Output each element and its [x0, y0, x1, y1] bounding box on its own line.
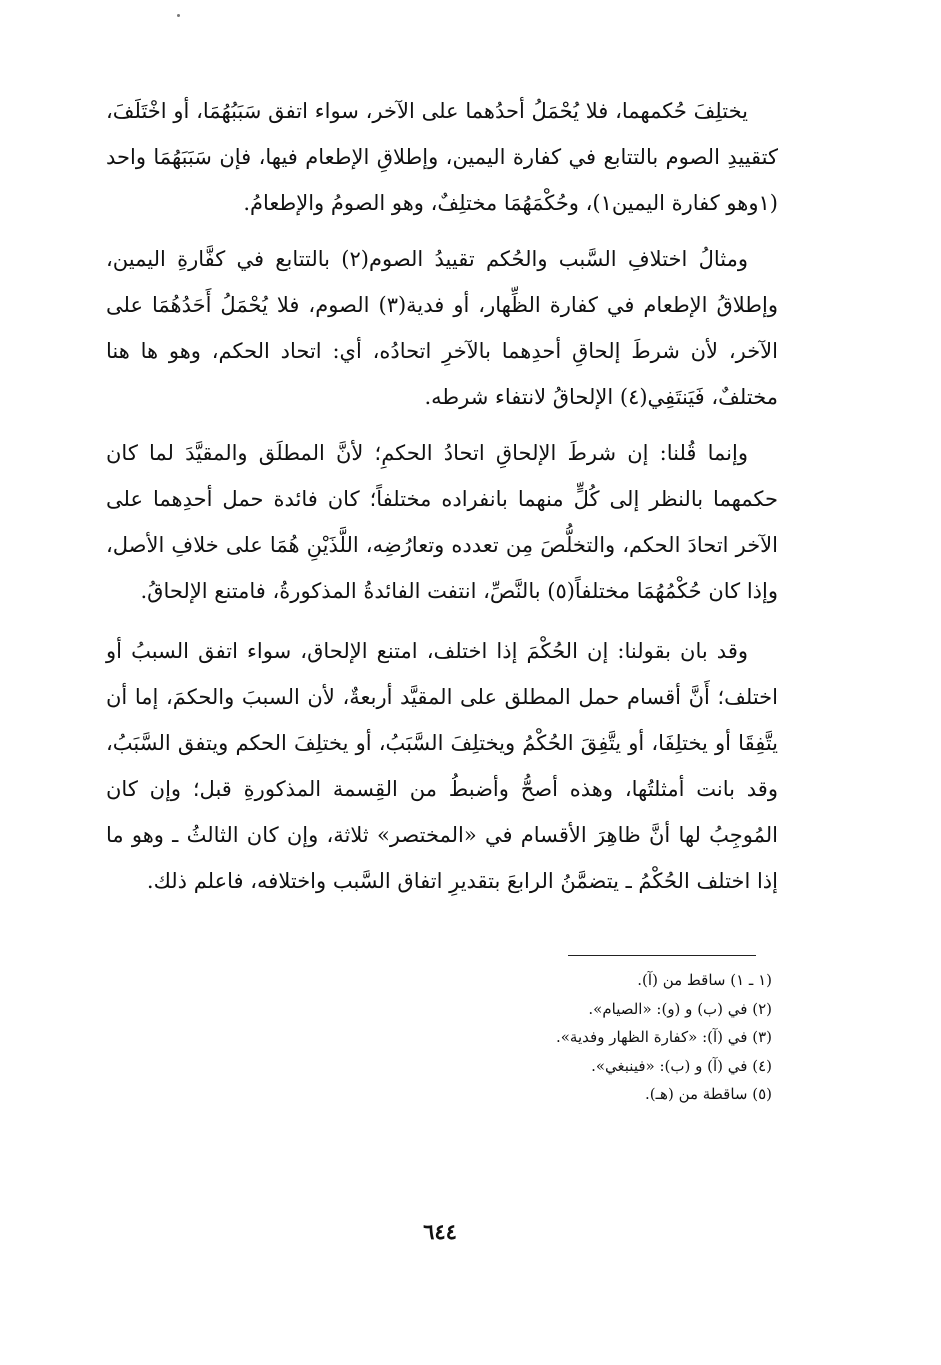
footnote-separator	[568, 955, 756, 956]
paragraph-3: وإنما قُلنا: إن شرطَ الإلحاقِ اتحادُ الحكمِ؛ لأنَّ المطلَق والمقيَّدَ لما كان حكمهما بالنظر إلى كُلٍّ منهما بانفراده مختلفاً؛ كان فائدة حمل أحدِهما على الآخر اتحادَ الحكم، والتخلُّصَ مِن تعدده وتعارُضِه، اللَّذَيْنِ هُمَا على خلافِ الأصل، وإذا كان حُكْمُهُمَا مختلفاً(٥) بالنَّصِّ، انتفت الفائدةُ المذكورةُ، فامتنع الإلحاقُ.	[106, 441, 778, 603]
main-text-block	[106, 88, 778, 904]
footnotes-list	[380, 966, 772, 1109]
scan-speck	[177, 14, 180, 17]
footnote-3: (٣) في (آ): «كفارة الظهار وفدية».	[555, 1028, 772, 1046]
footnote-4: (٤) في (آ) و (ب): «فينبغي».	[591, 1056, 772, 1075]
paragraph-2: ومثالُ اختلافِ السَّبب والحُكم تقييدُ الصوم(٢) بالتتابع في كفَّارةِ اليمين، وإطلاقُ الإطعام في كفارة الظِّهار، أو فدية(٣) الصوم، فلا يُحْمَلُ أَحَدُهُمَا على الآخر، لأن شرطَ إلحاقِ أحدِهما بالآخرِ اتحادُه، أي: اتحاد الحكم، وهو ها هنا مختلفٌ، فَيَنتَفِي(٤) الإلحاقُ لانتفاء شرطه.	[106, 247, 778, 409]
paragraph-4: وقد بان بقولنا: إن الحُكْمَ إذا اختلف، امتنع الإلحاق، سواء اتفق السببُ أو اختلف؛ أَنَّ أقسام حمل المطلق على المقيَّد أربعةٌ، لأن السببَ والحكمَ، إما أن يتَّفِقَا أو يختلِفَا، أو يتَّفِقَ الحُكْمُ ويختلِفَ السَّبَبُ، أو يختلِفَ الحكم ويتفق السَّبَبُ، وقد بانت أمثلتُها، وهذه أصحُّ وأضبطُ من القِسمة المذكورةِ قبل؛ وإن كان المُوجِبُ لها أنَّ ظاهِرَ الأقسام في «المختصر» ثلاثة، وإن كان الثالثُ ـ وهو ما إذا اختلف الحُكْمُ ـ يتضمَّنُ الرابعَ بتقديرِ اتفاق السَّبب واختلافه، فاعلم ذلك.	[106, 639, 778, 893]
paragraph-1: يختلِفَ حُكمهما، فلا يُحْمَلُ أحدُهما على الآخر، سواء اتفق سَبَبُهُمَا، أو اخْتَلَفَ، كتقييدِ الصوم بالتتابع في كفارة اليمين، وإطلاقِ الإطعام فيها، فإن سَبَبَهُمَا واحد (١وهو كفارة اليمين١)، وحُكْمَهُمَا مختلِفٌ، وهو الصومُ والإطعامُ.	[106, 99, 778, 215]
footnote-2: (٢) في (ب) و (و): «الصيام».	[588, 999, 772, 1018]
footnote-1: (١ ـ ١) ساقط من (آ).	[637, 971, 772, 989]
footnote-5: (٥) ساقطة من (هـ).	[645, 1085, 772, 1103]
page-number: ٦٤٤	[423, 1219, 457, 1244]
